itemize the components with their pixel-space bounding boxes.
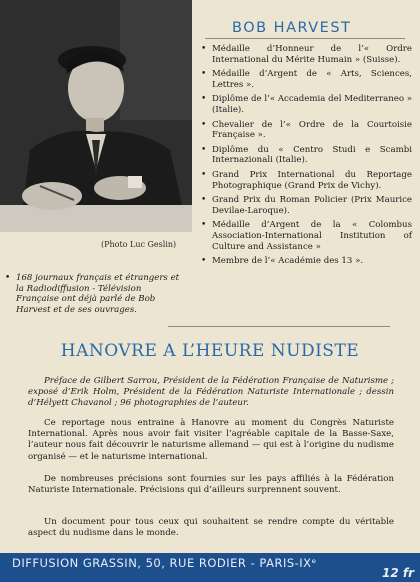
bullet-icon: •	[201, 256, 207, 267]
publisher-band	[0, 553, 420, 582]
book-paragraph: Un document pour tous ceux qui souhaitent se rendre compte du véritable aspect du nudisme dans le monde.	[28, 517, 394, 539]
bullet-icon: •	[201, 169, 207, 180]
photo-credit: (Photo Luc Geslin)	[101, 240, 177, 249]
list-item	[200, 94, 412, 115]
honor-text: Grand Prix International du Reportage Photographique (Grand Prix de Vichy).	[212, 169, 412, 191]
honor-text: Diplôme du « Centro Studi e Scambi Internazionali (Italie).	[212, 144, 412, 166]
honor-text: Médaille d’Argent de la « Colombus Association-International Institution of Culture and Assistance »	[212, 220, 412, 252]
bullet-icon: •	[201, 44, 207, 54]
honor-text: Médaille d’Honneur de l’« Ordre International du Mérite Humain » (Suisse).	[212, 44, 412, 65]
list-item	[200, 145, 412, 166]
divider	[205, 38, 405, 39]
book-paragraph: De nombreuses précisions sont fournies sur les pays affiliés à la Fédération Naturiste Internationale. Précisions qui d’ailleurs surprennent souvent.	[28, 474, 394, 496]
author-portrait-image	[0, 0, 192, 232]
list-item	[200, 44, 412, 65]
honor-text: Membre de l’« Académie des 13 ».	[212, 256, 364, 267]
publisher-address: DIFFUSION GRASSIN, 50, RUE RODIER - PARIS-IXᵉ	[12, 556, 317, 570]
honor-text: Chevalier de l’« Ordre de la Courtoisie Française ».	[212, 119, 412, 141]
divider	[168, 326, 390, 327]
price-label: 12 fr	[381, 566, 414, 580]
list-item	[200, 170, 412, 191]
book-preface: Préface de Gilbert Sarrou, Président de la Fédération Française de Naturisme ; exposé d’Erik Holm, Président de la Fédération Naturiste Internationale ; dessin d’Hélyett Chavanol ; 96 photographies de l’auteur.	[28, 376, 394, 409]
list-item	[200, 256, 412, 267]
press-note-text: 168 journaux français et étrangers et la Radiodiffusion - Télévision Française ont déjà parlé de Bob Harvest et de ses ouvrages.	[16, 273, 180, 315]
bullet-icon: •	[201, 144, 207, 155]
honor-text: Grand Prix du Roman Policier (Prix Maurice Devilae-Laroque).	[212, 195, 412, 216]
list-item	[200, 195, 412, 216]
bullet-icon: •	[201, 119, 207, 130]
bullet-icon: •	[201, 195, 207, 206]
press-note	[4, 273, 184, 315]
honor-text: Médaille d’Argent de « Arts, Sciences, Lettres ».	[212, 69, 412, 90]
list-item	[200, 120, 412, 141]
list-item	[200, 220, 412, 252]
author-photo	[0, 0, 192, 232]
book-paragraph: Ce reportage nous entraine à Hanovre au moment du Congrès Naturiste International. Après nous avoir fait visiter l’agréable capitale de la Basse-Saxe, l’auteur nous fait découvrir le naturisme allemand — qui est à l’origine du nudisme organisé — et le naturisme international.	[28, 418, 394, 462]
bullet-icon: •	[201, 69, 207, 80]
book-title: HANOVRE A L’HEURE NUDISTE	[60, 341, 360, 361]
bullet-icon: •	[5, 273, 11, 283]
bullet-icon: •	[201, 220, 207, 231]
list-item	[200, 69, 412, 90]
author-name: BOB HARVEST	[232, 20, 352, 36]
bullet-icon: •	[201, 94, 207, 105]
honor-text: Diplôme de l’« Accademia del Mediterraneo » (Italie).	[212, 94, 412, 115]
honors-list	[200, 44, 412, 271]
